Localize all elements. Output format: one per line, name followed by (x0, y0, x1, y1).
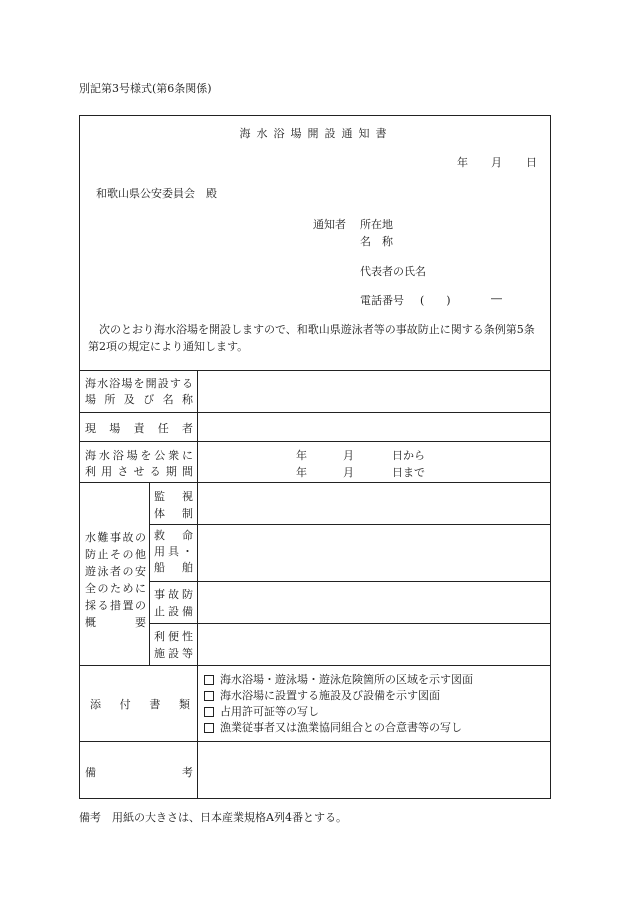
location-label-line2: 場所及び名称 (85, 393, 193, 406)
measures-label-line: 全のために (85, 582, 146, 595)
form-title: 海水浴場開設通知書 (239, 127, 393, 140)
period-end-suffix: 日まで (392, 466, 425, 479)
attachment-label: 海水浴場・遊泳場・遊泳危険箇所の区域を示す図面 (220, 673, 473, 686)
manager-label (85, 420, 193, 436)
attachment-item[interactable] (204, 672, 473, 688)
body-text: 次のとおり海水浴場を開設しますので、和歌山県遊泳者等の事故防止に関する条例第5条第2項の規定により通知します。 (88, 323, 535, 353)
remarks-label (85, 764, 193, 780)
attachments-label (90, 696, 190, 712)
location-label-line1: 海水浴場を開設する (85, 377, 193, 390)
attachment-item[interactable] (204, 688, 473, 704)
measures-label-line: 概 要 (85, 616, 146, 629)
surveillance-label-line2: 体 制 (154, 507, 193, 520)
checkbox[interactable] (204, 707, 214, 717)
measures-label-line: 防止その他 (85, 548, 146, 561)
convenience-label (154, 628, 193, 662)
addressee: 和歌山県公安委員会 殿 (96, 187, 217, 200)
remarks-field[interactable] (198, 742, 550, 798)
measures-label-line: 採る措置の (85, 599, 146, 612)
rescue-field[interactable] (198, 525, 550, 581)
notifier-label: 通知者 (313, 218, 346, 231)
period-start-month: 月 (343, 449, 354, 462)
period-label-line2: 利用させる期間 (85, 465, 193, 478)
convenience-label-line1: 利便性 (154, 630, 193, 643)
rescue-label-line2: 用具・ (154, 545, 193, 558)
checkbox[interactable] (204, 723, 214, 733)
period-label-line1: 海水浴場を公衆に (85, 449, 193, 462)
phone-paren: ( ) (420, 294, 451, 307)
rescue-label (154, 528, 193, 576)
prevention-label-line2: 止設備 (154, 605, 193, 618)
period-end-year: 年 (296, 466, 307, 479)
measures-label-line: 遊泳者の安 (85, 565, 146, 578)
address-label: 所在地 (360, 218, 393, 231)
period-label (85, 447, 193, 479)
location-field[interactable] (198, 371, 550, 412)
rescue-label-line3: 船 舶 (154, 561, 193, 574)
location-label (85, 375, 193, 407)
form-reference: 別記第3号様式(第6条関係) (79, 82, 212, 95)
period-start-year: 年 (296, 449, 307, 462)
checkbox[interactable] (204, 691, 214, 701)
date-year: 年 (457, 156, 468, 169)
convenience-field[interactable] (198, 624, 550, 665)
footer-note: 備考 用紙の大きさは、日本産業規格A列4番とする。 (79, 811, 347, 824)
period-start-suffix: 日から (392, 449, 425, 462)
attachments-list (204, 672, 473, 736)
notification-form (79, 115, 551, 799)
attachments-label-text: 添付書類 (90, 698, 190, 711)
name-label: 名 称 (360, 235, 393, 248)
table-rule (80, 441, 550, 442)
prevention-label (154, 586, 193, 620)
convenience-label-line2: 施設等 (154, 647, 193, 660)
rescue-label-line1: 救 命 (154, 529, 193, 542)
surveillance-field[interactable] (198, 483, 550, 524)
manager-label-text: 現場責任者 (85, 422, 193, 435)
attachment-label: 海水浴場に設置する施設及び設備を示す図面 (220, 689, 440, 702)
attachment-label: 漁業従事者又は漁業協同組合との合意書等の写し (220, 721, 462, 734)
phone-label: 電話番号 (360, 294, 404, 307)
date-day: 日 (526, 156, 537, 169)
table-rule (80, 665, 550, 666)
attachment-item[interactable] (204, 704, 473, 720)
measures-group-label (85, 529, 146, 631)
phone-dash: ― (491, 292, 502, 305)
column-divider (149, 482, 150, 665)
measures-label-line: 水難事故の (85, 531, 146, 544)
period-end-month: 月 (343, 466, 354, 479)
prevention-label-line1: 事故防 (154, 588, 193, 601)
attachment-label: 占用許可証等の写し (220, 705, 319, 718)
representative-label: 代表者の氏名 (360, 265, 426, 278)
date-month: 月 (491, 156, 502, 169)
checkbox[interactable] (204, 675, 214, 685)
attachment-item[interactable] (204, 720, 473, 736)
surveillance-label-line1: 監 視 (154, 490, 193, 503)
remarks-label-text: 備考 (85, 766, 193, 779)
prevention-field[interactable] (198, 582, 550, 623)
surveillance-label (154, 488, 193, 522)
manager-field[interactable] (198, 413, 550, 441)
